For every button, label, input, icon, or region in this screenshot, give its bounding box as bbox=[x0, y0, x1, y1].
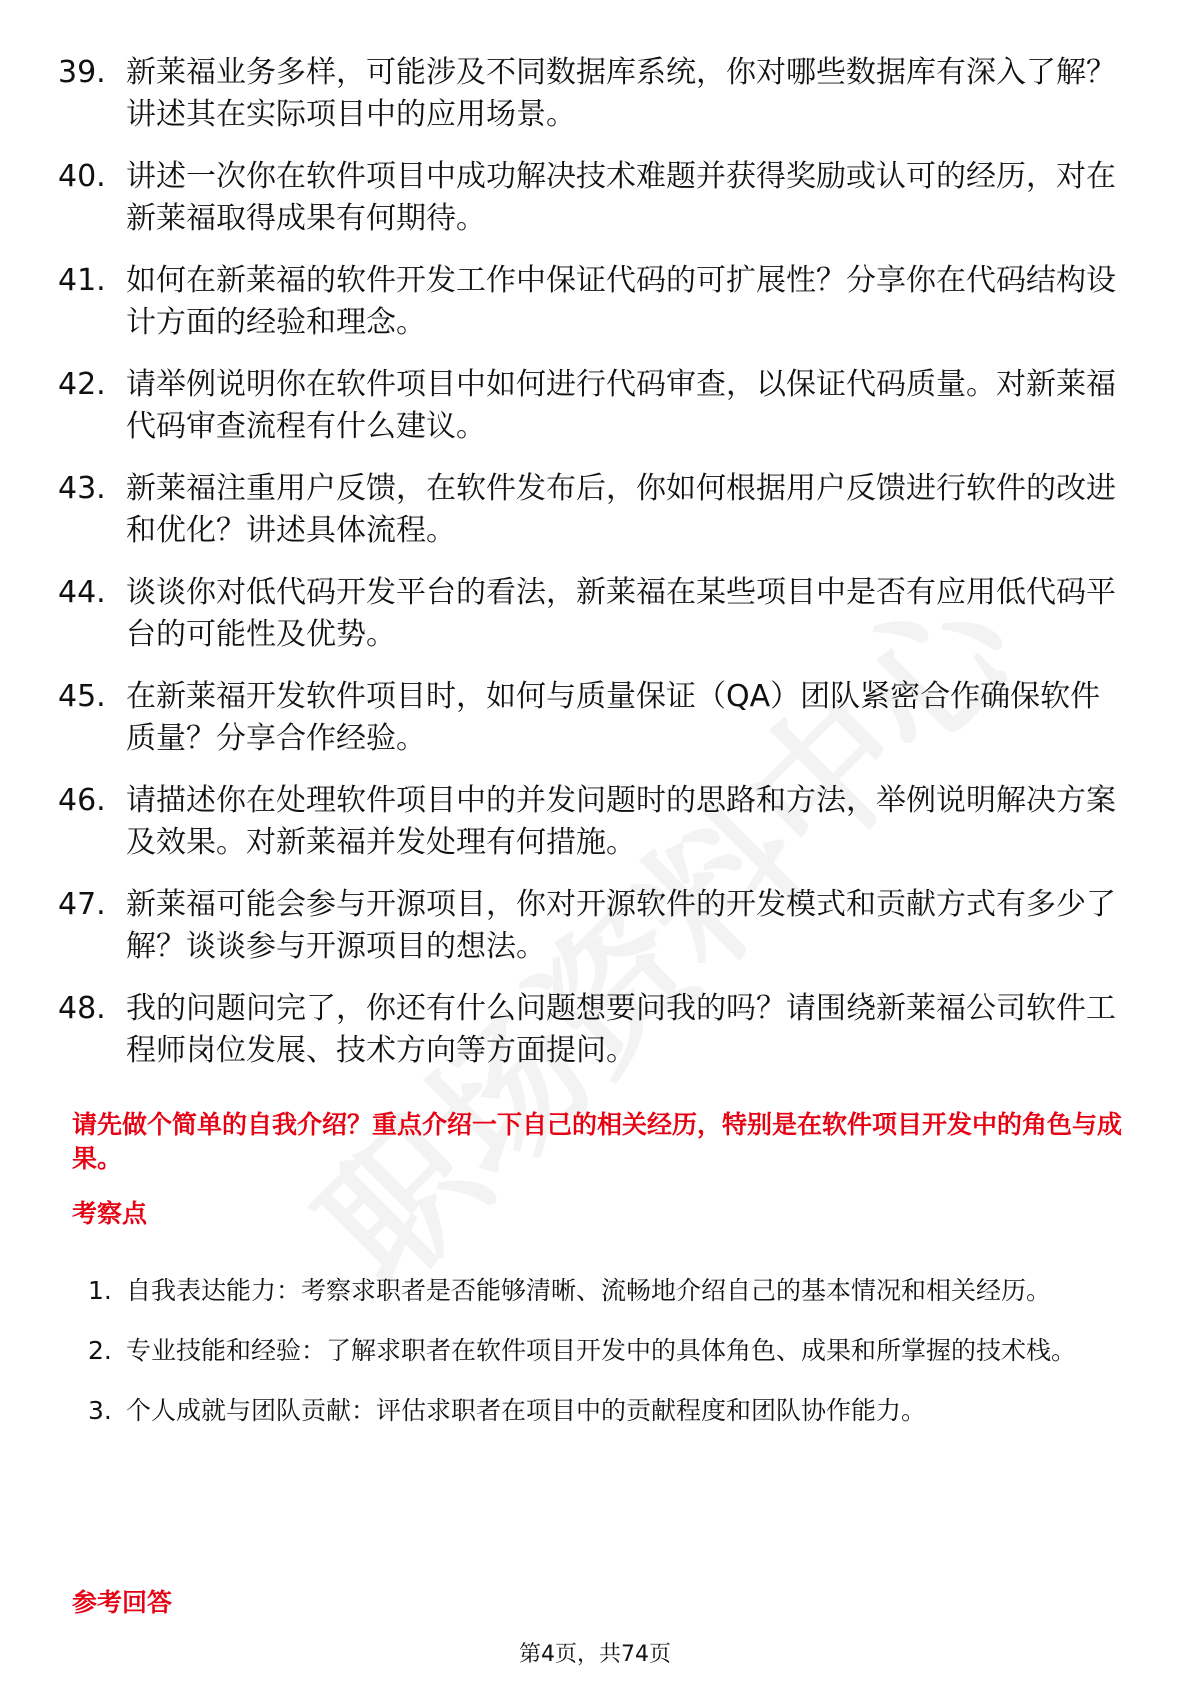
list-item bbox=[58, 572, 1128, 656]
question-text: 请描述你在处理软件项目中的并发问题时的思路和方法，举例说明解决方案及效果。对新莱福并发处理有何措施。 bbox=[126, 783, 1116, 860]
question-text: 我的问题问完了，你还有什么问题想要问我的吗？请围绕新莱福公司软件工程师岗位发展、技术方向等方面提问。 bbox=[126, 991, 1116, 1068]
question-text: 新莱福注重用户反馈，在软件发布后，你如何根据用户反馈进行软件的改进和优化？讲述具体流程。 bbox=[126, 471, 1116, 548]
question-text: 在新莱福开发软件项目时，如何与质量保证（QA）团队紧密合作确保软件质量？分享合作经验。 bbox=[126, 679, 1101, 756]
list-item bbox=[58, 364, 1128, 448]
list-item bbox=[58, 156, 1128, 240]
question-number: 44. bbox=[58, 575, 106, 610]
question-number: 41. bbox=[58, 263, 106, 298]
question-text: 如何在新莱福的软件开发工作中保证代码的可扩展性？分享你在代码结构设计方面的经验和理念。 bbox=[126, 263, 1116, 340]
list-item bbox=[88, 1322, 1118, 1380]
page-footer: 第4页，共74页 bbox=[519, 1642, 671, 1667]
list-item bbox=[58, 676, 1128, 760]
question-text: 请举例说明你在软件项目中如何进行代码审查，以保证代码质量。对新莱福代码审查流程有什么建议。 bbox=[126, 367, 1116, 444]
question-number: 43. bbox=[58, 471, 106, 506]
highlight-question: 请先做个简单的自我介绍？重点介绍一下自己的相关经历，特别是在软件项目开发中的角色与成果。 bbox=[72, 1110, 1123, 1173]
question-number: 48. bbox=[58, 991, 106, 1026]
list-item bbox=[58, 260, 1128, 344]
question-number: 40. bbox=[58, 159, 106, 194]
list-item bbox=[58, 988, 1128, 1072]
list-item bbox=[88, 1382, 1118, 1440]
question-number: 46. bbox=[58, 783, 106, 818]
list-item bbox=[58, 468, 1128, 552]
point-text: 专业技能和经验：了解求职者在软件项目开发中的具体角色、成果和所掌握的技术栈。 bbox=[126, 1336, 1077, 1365]
list-item bbox=[88, 1262, 1118, 1320]
question-text: 新莱福业务多样，可能涉及不同数据库系统，你对哪些数据库有深入了解？讲述其在实际项目中的应用场景。 bbox=[126, 55, 1116, 132]
section-title-points: 考察点 bbox=[72, 1199, 148, 1228]
point-number: 1. bbox=[88, 1276, 112, 1305]
point-number: 3. bbox=[88, 1396, 112, 1425]
point-text: 个人成就与团队贡献：评估求职者在项目中的贡献程度和团队协作能力。 bbox=[126, 1396, 927, 1425]
question-number: 42. bbox=[58, 367, 106, 402]
question-list bbox=[58, 52, 1128, 1092]
section-title-answer: 参考回答 bbox=[72, 1588, 173, 1617]
point-text: 自我表达能力：考察求职者是否能够清晰、流畅地介绍自己的基本情况和相关经历。 bbox=[126, 1276, 1052, 1305]
point-number: 2. bbox=[88, 1336, 112, 1365]
question-number: 47. bbox=[58, 887, 106, 922]
question-number: 39. bbox=[58, 55, 106, 90]
question-text: 讲述一次你在软件项目中成功解决技术难题并获得奖励或认可的经历，对在新莱福取得成果有何期待。 bbox=[126, 159, 1116, 236]
question-number: 45. bbox=[58, 679, 106, 714]
question-text: 新莱福可能会参与开源项目，你对开源软件的开发模式和贡献方式有多少了解？谈谈参与开源项目的想法。 bbox=[126, 887, 1116, 964]
list-item bbox=[58, 780, 1128, 864]
list-item bbox=[58, 52, 1128, 136]
list-item bbox=[58, 884, 1128, 968]
points-list bbox=[88, 1262, 1118, 1442]
question-text: 谈谈你对低代码开发平台的看法，新莱福在某些项目中是否有应用低代码平台的可能性及优势。 bbox=[126, 575, 1116, 652]
